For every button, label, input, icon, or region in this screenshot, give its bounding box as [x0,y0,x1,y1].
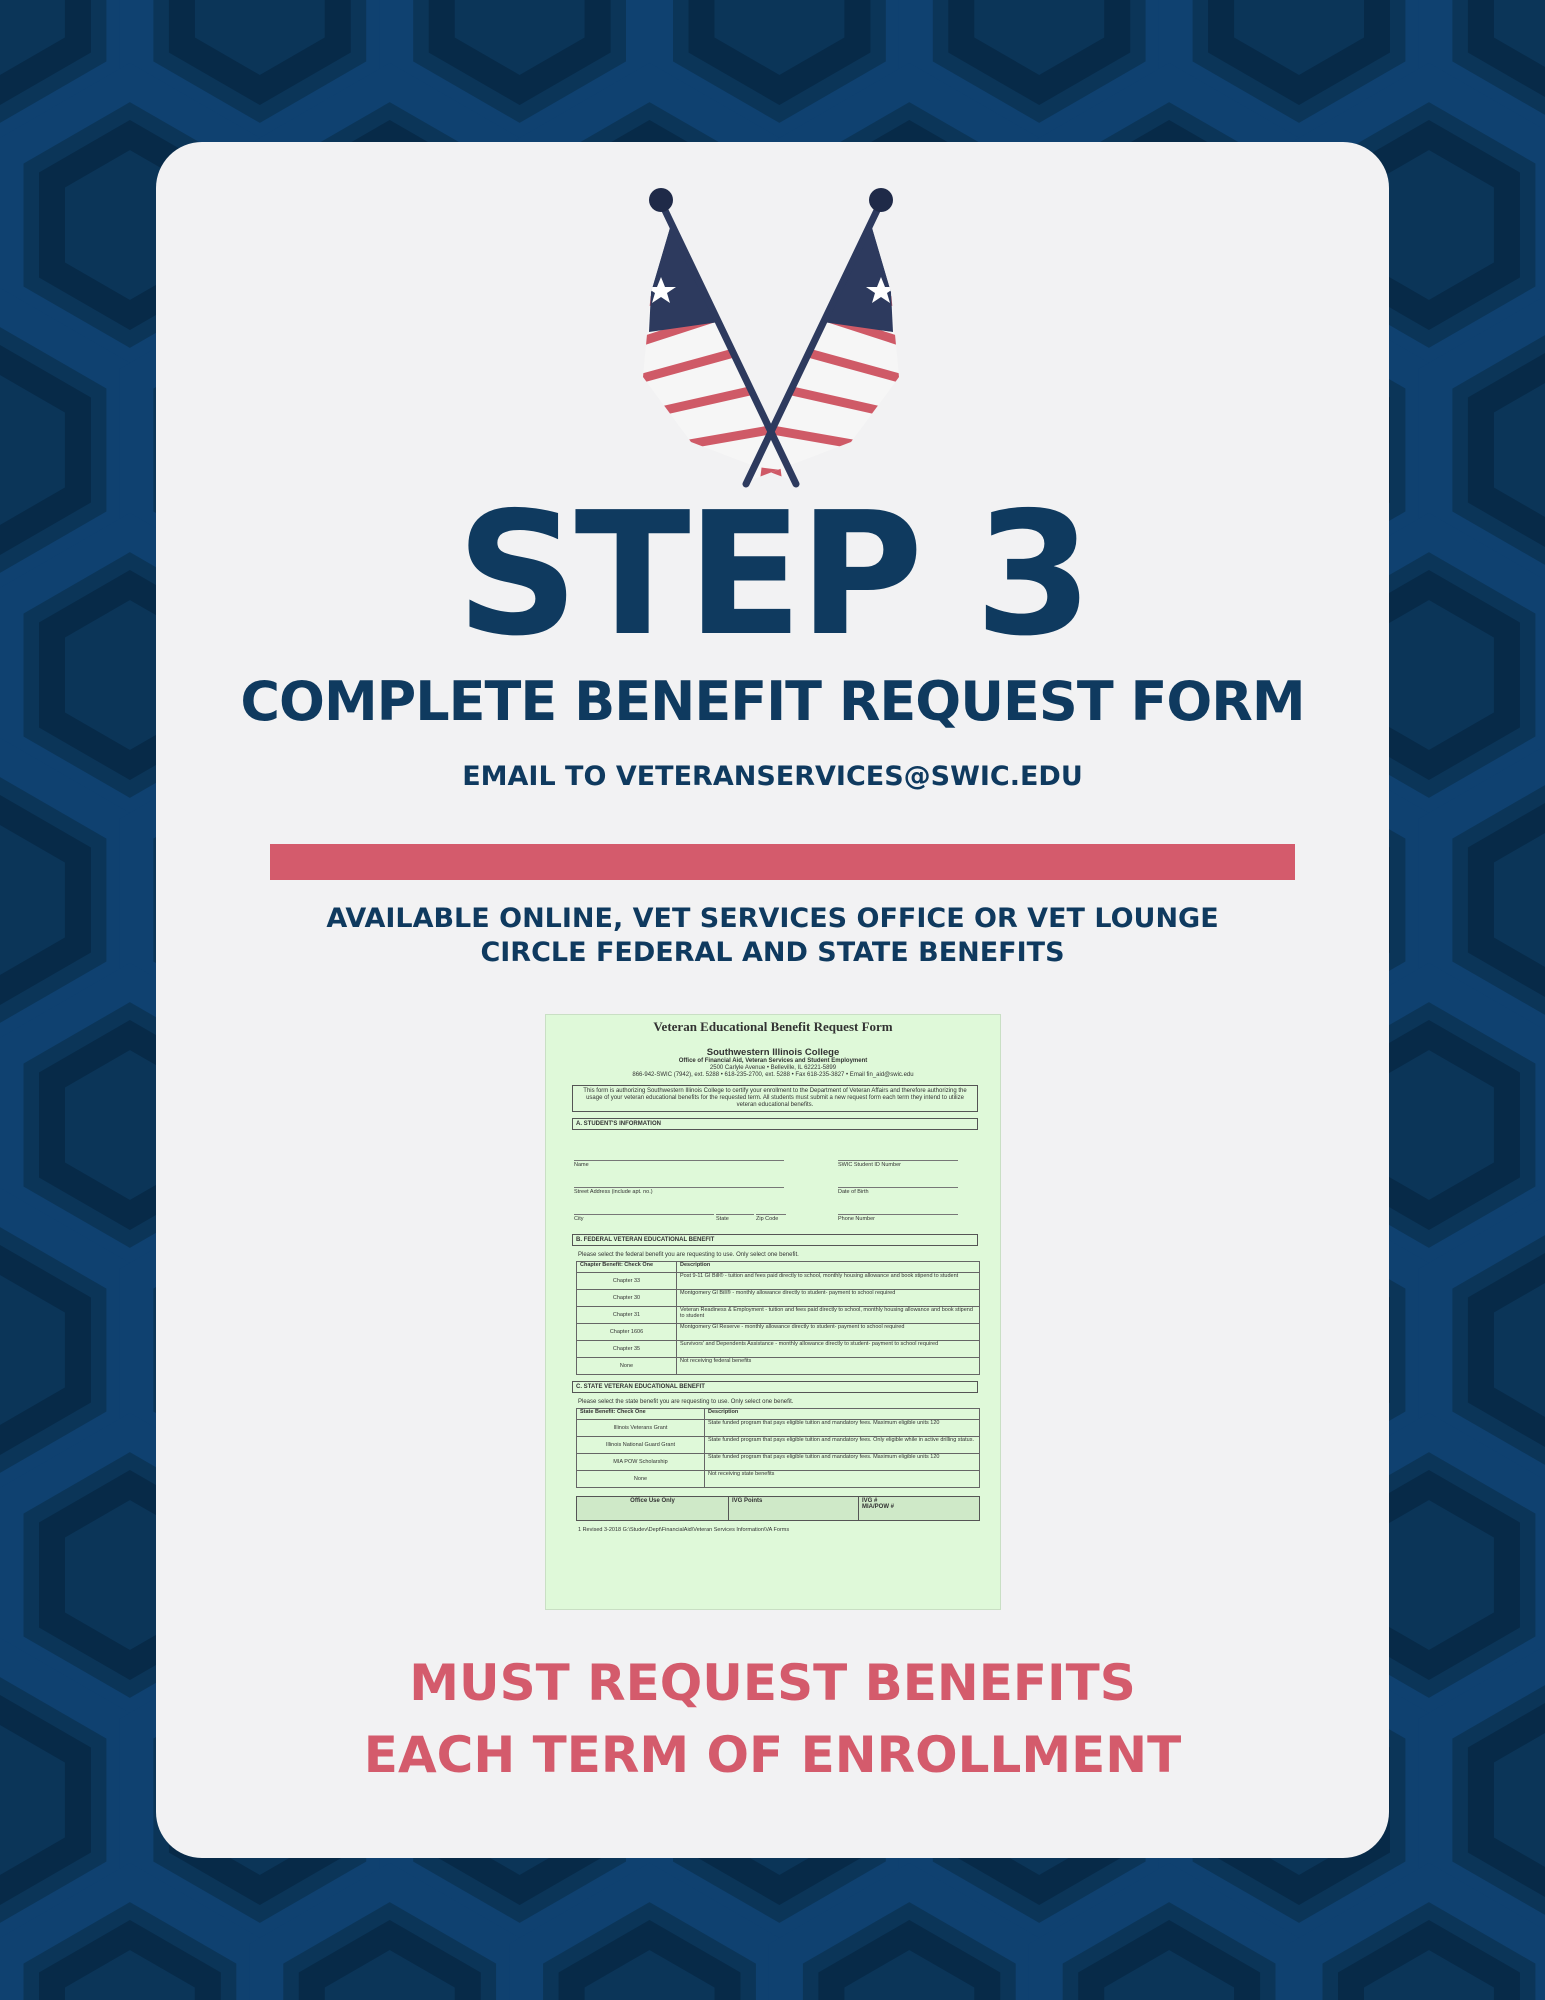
field-city: City [574,1214,714,1222]
form-office: Office of Financial Aid, Veteran Services and Student Employment [678,1058,868,1064]
form-contact: 866-942-SWIC (7942), ext. 5288 • 618-235-2700, ext. 5288 • Fax 618-235-3827 • Email fin_aid@swic.edu [632,1072,914,1078]
form-state-note: Please select the state benefit you are requesting to use. Only select one benefit. [578,1399,794,1405]
state-benefit-row-description: State funded program that pays eligible tuition and mandatory fees. Maximum eligible units 120 [705,1420,980,1437]
state-header-description: Description [705,1409,980,1420]
state-benefit-table [576,1408,980,1488]
federal-benefit-row-benefit: Chapter 30 [577,1290,677,1307]
federal-benefit-row [577,1341,980,1358]
federal-header-benefit: Chapter Benefit: Check One [577,1262,677,1273]
availability-line-2: CIRCLE FEDERAL AND STATE BENEFITS [480,937,1065,968]
state-benefit-row-benefit: Illinois Veterans Grant [577,1420,705,1437]
form-title: Veteran Educational Benefit Request Form [653,1019,893,1034]
state-benefit-row-benefit: MIA POW Scholarship [577,1454,705,1471]
form-federal-note: Please select the federal benefit you are requesting to use. Only select one benefit. [578,1252,799,1258]
federal-benefit-row [577,1273,980,1290]
federal-benefit-row-description: Montgomery GI Bill® - monthly allowance directly to student- payment to school required [677,1290,980,1307]
state-benefit-row-description: Not receiving state benefits [705,1471,980,1488]
form-intro: This form is authorizing Southwestern Illinois College to certify your enrollment to the Department of Veteran Affairs and therefore authorizing the usage of your veteran educational benefits for the requested term. All students must submit a new request form each term they intend to utilize veteran educational benefits. [572,1085,978,1112]
field-street: Street Address (include apt. no.) [574,1187,784,1195]
availability-line-1: AVAILABLE ONLINE, VET SERVICES OFFICE OR VET LOUNGE [326,903,1219,934]
form-student-fields [572,1130,978,1228]
state-benefit-row-benefit: None [577,1471,705,1488]
form-section-c: C. STATE VETERAN EDUCATIONAL BENEFIT [572,1381,978,1393]
enrollment-reminder [156,1647,1389,1791]
form-section-a: A. STUDENT'S INFORMATION [572,1118,978,1130]
poster-card [156,142,1389,1858]
state-benefit-row [577,1437,980,1454]
crossed-american-flags-icon [621,182,921,502]
federal-benefit-row-benefit: Chapter 31 [577,1307,677,1324]
federal-benefit-row-benefit: Chapter 1606 [577,1324,677,1341]
field-name: Name [574,1160,784,1168]
email-instruction: EMAIL TO VETERANSERVICES@SWIC.EDU [462,761,1083,792]
ivg-number-label: IVG # [862,1498,878,1504]
benefit-request-form-image [545,1014,1001,1610]
availability-text [156,902,1389,970]
federal-benefit-row-description: Survivors' and Dependents Assistance - monthly allowance directly to student- payment to school required [677,1341,980,1358]
federal-benefit-row-benefit: None [577,1358,677,1375]
step-title: STEP 3 [456,476,1089,674]
office-use-label: Office Use Only [577,1497,729,1521]
federal-benefit-row [577,1324,980,1341]
accent-divider [270,844,1295,880]
form-college: Southwestern Illinois College [706,1047,840,1058]
state-benefit-row-description: State funded program that pays eligible tuition and mandatory fees. Maximum eligible units 120 [705,1454,980,1471]
state-benefit-row [577,1471,980,1488]
field-phone: Phone Number [838,1214,958,1222]
field-dob: Date of Birth [838,1187,958,1195]
federal-benefit-row-description: Montgomery GI Reserve - monthly allowance directly to student- payment to school required [677,1324,980,1341]
state-benefit-row-description: State funded program that pays eligible tuition and mandatory fees. Only eligible while in active drilling status. [705,1437,980,1454]
subtitle: COMPLETE BENEFIT REQUEST FORM [240,670,1305,733]
federal-benefit-row-benefit: Chapter 33 [577,1273,677,1290]
federal-benefit-row [577,1358,980,1375]
federal-benefit-row-description: Veteran Readiness & Employment - tuition and fees paid directly to school, monthly housing allowance and book stipend to student [677,1307,980,1324]
office-use-table [576,1496,980,1521]
field-swic-id: SWIC Student ID Number [838,1160,958,1168]
reminder-line-1: MUST REQUEST BENEFITS [409,1654,1136,1712]
federal-benefit-table [576,1261,980,1375]
state-benefit-row [577,1420,980,1437]
federal-header-description: Description [677,1262,980,1273]
ivg-miapow-cell [859,1497,980,1521]
federal-benefit-row-description: Post 9-11 GI Bill® - tuition and fees paid directly to school, monthly housing allowance and book stipend to student [677,1273,980,1290]
federal-benefit-row-description: Not receiving federal benefits [677,1358,980,1375]
federal-benefit-row-benefit: Chapter 35 [577,1341,677,1358]
state-header-benefit: State Benefit: Check One [577,1409,705,1420]
field-zip: Zip Code [756,1214,786,1222]
miapow-number-label: MIA/POW # [862,1504,895,1510]
reminder-line-2: EACH TERM OF ENROLLMENT [363,1726,1182,1784]
ivg-points-label: IVG Points [729,1497,859,1521]
form-address: 2500 Carlyle Avenue • Belleville, IL 62221-5899 [709,1065,837,1071]
form-footer: 1 Revised 3-2018 G:\Studev\Dept\FinancialAid\Veteran Services Information\VA Forms [578,1527,790,1533]
field-state: State [716,1214,754,1222]
form-section-b: B. FEDERAL VETERAN EDUCATIONAL BENEFIT [572,1234,978,1246]
federal-benefit-row [577,1290,980,1307]
state-benefit-row-benefit: Illinois National Guard Grant [577,1437,705,1454]
state-benefit-row [577,1454,980,1471]
federal-benefit-row [577,1307,980,1324]
